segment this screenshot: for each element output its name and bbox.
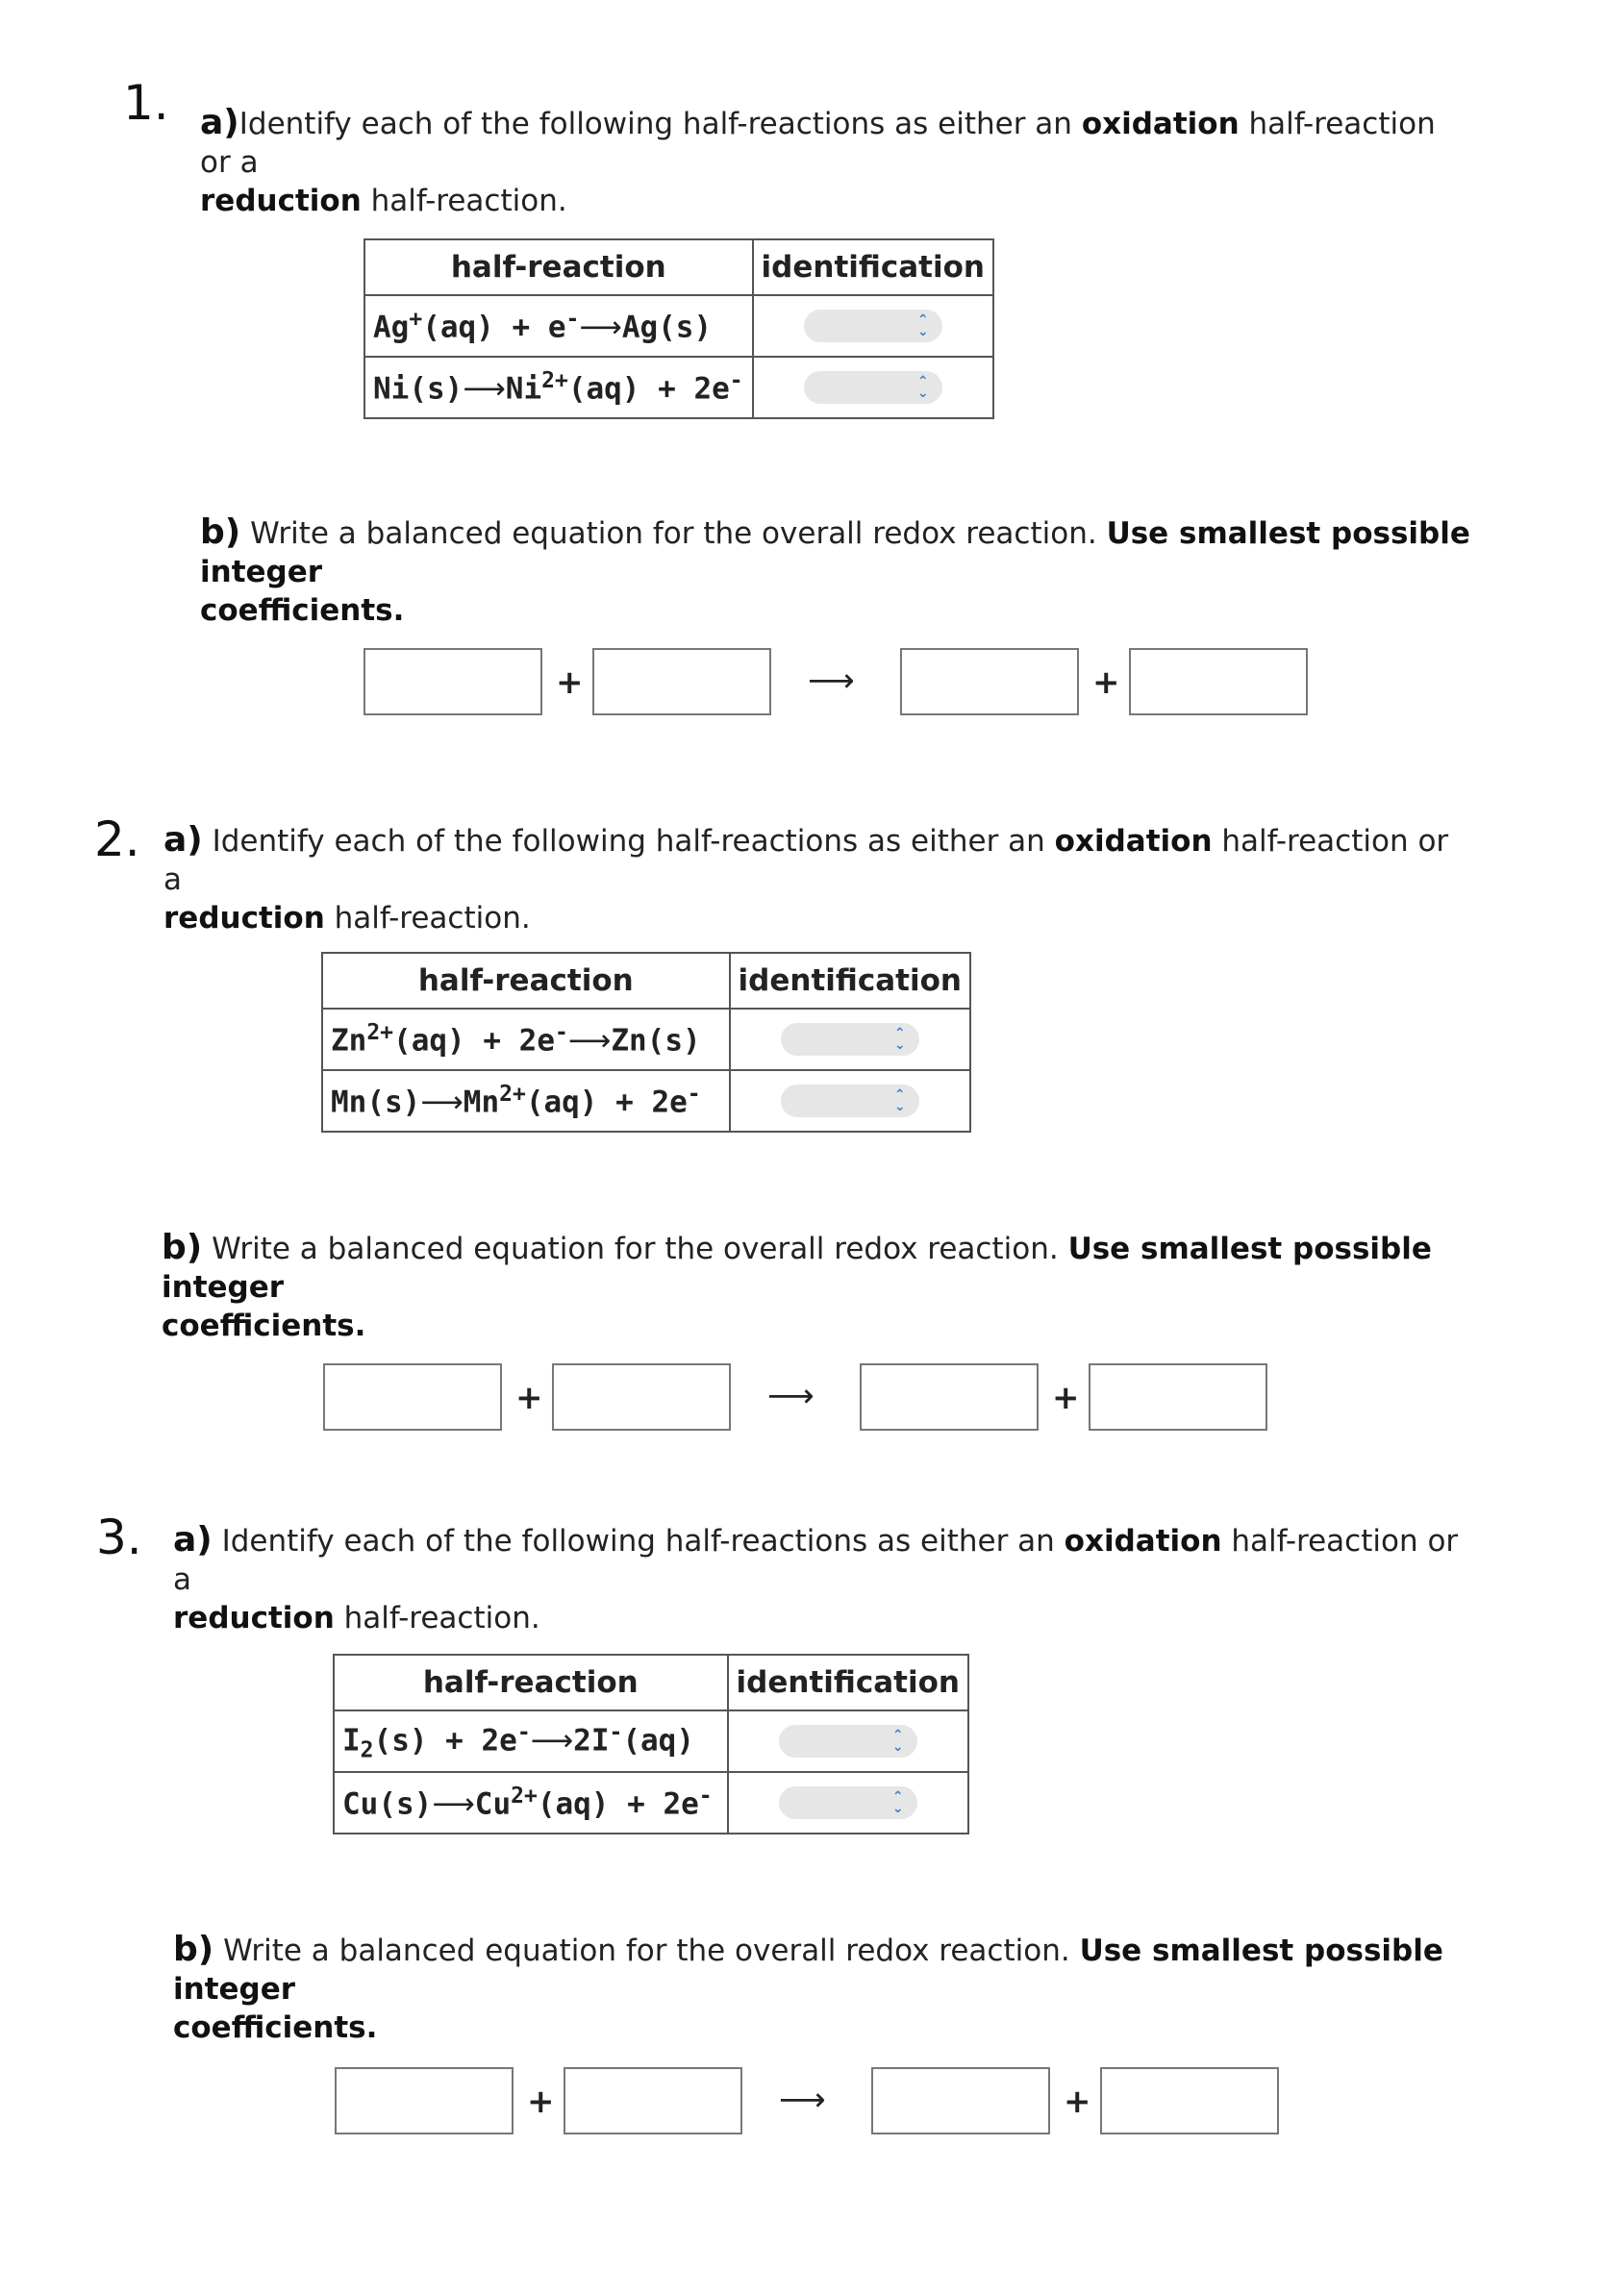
q2-product-2-input[interactable] — [1089, 1363, 1267, 1431]
species: I — [342, 1723, 361, 1759]
half-reaction-equation — [322, 1009, 730, 1070]
column-header-identification: identification — [753, 239, 993, 295]
reaction-arrow: ⟶ — [530, 1723, 574, 1759]
q1-part-a-letter: a) — [200, 103, 239, 142]
prompt-text: half-reaction or a — [163, 824, 1449, 897]
column-header-identification: identification — [728, 1655, 968, 1710]
plus-sign: + — [515, 1379, 543, 1417]
prompt-text: Write a balanced equation for the overall redox reaction. — [250, 516, 1107, 551]
prompt-text: half-reaction. — [324, 901, 531, 936]
table-row — [334, 1710, 968, 1772]
species: Cu(s) — [342, 1786, 433, 1822]
q3-half-reaction-table — [333, 1654, 969, 1834]
q3-part-b-prompt — [173, 1931, 1539, 2047]
q1-part-b-letter: b) — [200, 512, 241, 552]
reaction-arrow: ⟶ — [579, 310, 622, 345]
species: Mn — [463, 1085, 500, 1120]
prompt-text: Write a balanced equation for the overall redox reaction. — [212, 1232, 1068, 1266]
prompt-text: Write a balanced equation for the overall redox reaction. — [223, 1934, 1080, 1968]
charge: 2+ — [511, 1784, 538, 1809]
table-row — [364, 295, 993, 357]
plus-sign: + — [1092, 663, 1120, 702]
q1-product-2-input[interactable] — [1129, 648, 1308, 715]
identification-select[interactable] — [804, 310, 942, 342]
updown-chevron-icon: ⌃ ⌄ — [912, 314, 935, 337]
updown-chevron-icon: ⌃ ⌄ — [889, 1089, 912, 1112]
charge: 2+ — [541, 368, 568, 394]
q1-half-reaction-table — [363, 238, 994, 419]
prompt-text: half-reaction. — [361, 184, 567, 218]
reaction-arrow: ⟶ — [432, 1786, 475, 1822]
question-number-2: 2. — [94, 811, 140, 867]
plus-sign: + — [1064, 2083, 1091, 2121]
question-number-3: 3. — [96, 1510, 142, 1565]
plus-sign: + — [1052, 1379, 1080, 1417]
species: (aq) — [622, 1723, 694, 1759]
identification-select[interactable] — [781, 1023, 919, 1056]
species: Ag(s) — [621, 310, 713, 345]
table-row — [364, 357, 993, 418]
question-number-1: 1. — [123, 75, 169, 131]
species: (aq) + 2e — [393, 1023, 556, 1059]
q1-reactant-1-input[interactable] — [363, 648, 542, 715]
prompt-bold: Use smallest possible integer — [162, 1232, 1432, 1305]
q2-part-a-letter: a) — [163, 820, 203, 860]
q2-part-b-prompt — [162, 1229, 1527, 1345]
q3-product-2-input[interactable] — [1100, 2067, 1279, 2134]
column-header-half-reaction: half-reaction — [334, 1655, 728, 1710]
q3-reactant-2-input[interactable] — [564, 2067, 742, 2134]
species: Zn — [331, 1023, 367, 1059]
prompt-text: Identify each of the following half-reactions as either an — [221, 1524, 1065, 1559]
reaction-arrow: ⟶ — [463, 371, 506, 407]
charge: - — [555, 1020, 568, 1046]
identification-cell — [728, 1772, 968, 1834]
half-reaction-equation — [334, 1710, 728, 1772]
column-header-identification: identification — [730, 953, 970, 1009]
prompt-bold: reduction — [163, 901, 325, 936]
species: (s) + 2e — [373, 1723, 517, 1759]
identification-select[interactable] — [779, 1786, 917, 1819]
identification-select[interactable] — [779, 1725, 917, 1758]
table-row — [322, 1009, 970, 1070]
identification-cell — [728, 1710, 968, 1772]
species: (aq) + 2e — [525, 1085, 688, 1120]
q1-reactant-2-input[interactable] — [592, 648, 771, 715]
identification-cell — [730, 1009, 970, 1070]
species: (aq) + 2e — [537, 1786, 699, 1822]
identification-cell — [753, 295, 993, 357]
identification-cell — [730, 1070, 970, 1132]
reaction-arrow: ⟶ — [767, 1377, 815, 1415]
table-row — [334, 1772, 968, 1834]
q2-product-1-input[interactable] — [860, 1363, 1039, 1431]
q2-reactant-2-input[interactable] — [552, 1363, 731, 1431]
species: Ni — [505, 371, 542, 407]
species: (aq) + e — [422, 310, 566, 345]
prompt-bold: coefficients. — [162, 1309, 366, 1343]
species: Zn(s) — [611, 1023, 701, 1059]
prompt-bold: reduction — [173, 1601, 335, 1635]
prompt-bold: Use smallest possible integer — [173, 1934, 1443, 2007]
q3-reactant-1-input[interactable] — [335, 2067, 514, 2134]
q1-product-1-input[interactable] — [900, 648, 1079, 715]
half-reaction-equation — [322, 1070, 730, 1132]
identification-select[interactable] — [781, 1085, 919, 1117]
half-reaction-equation — [364, 357, 753, 418]
species: Ag — [373, 310, 410, 345]
prompt-bold: reduction — [200, 184, 362, 218]
column-header-half-reaction: half-reaction — [364, 239, 753, 295]
prompt-bold: coefficients. — [173, 2010, 378, 2045]
q3-part-a-prompt — [173, 1521, 1481, 1637]
prompt-text: Identify each of the following half-reactions as either an — [238, 107, 1082, 141]
prompt-bold: oxidation — [1081, 107, 1240, 141]
reaction-arrow: ⟶ — [420, 1085, 464, 1120]
charge: - — [687, 1082, 701, 1108]
reaction-arrow: ⟶ — [567, 1023, 612, 1059]
q3-product-1-input[interactable] — [871, 2067, 1050, 2134]
q3-part-b-letter: b) — [173, 1930, 214, 1969]
charge: 2+ — [366, 1020, 394, 1046]
subscript: 2 — [360, 1737, 374, 1763]
q2-reactant-1-input[interactable] — [323, 1363, 502, 1431]
charge: - — [729, 368, 743, 394]
prompt-text: half-reaction or a — [200, 107, 1436, 180]
q2-part-a-prompt — [163, 821, 1462, 937]
table-row — [322, 1070, 970, 1132]
prompt-text: Identify each of the following half-reactions as either an — [212, 824, 1055, 859]
charge: - — [698, 1784, 713, 1809]
updown-chevron-icon: ⌃ ⌄ — [887, 1730, 910, 1753]
identification-cell — [753, 357, 993, 418]
species: (aq) + 2e — [567, 371, 730, 407]
charge: - — [565, 307, 580, 333]
species: Mn(s) — [331, 1085, 421, 1120]
reaction-arrow: ⟶ — [779, 2081, 826, 2119]
reaction-arrow: ⟶ — [808, 661, 855, 700]
half-reaction-equation — [364, 295, 753, 357]
q2-part-b-letter: b) — [162, 1228, 203, 1267]
updown-chevron-icon: ⌃ ⌄ — [889, 1028, 912, 1051]
prompt-bold: oxidation — [1064, 1524, 1222, 1559]
identification-select[interactable] — [804, 371, 942, 404]
q3-part-a-letter: a) — [173, 1520, 213, 1560]
species: Cu — [474, 1786, 512, 1822]
prompt-bold: oxidation — [1054, 824, 1213, 859]
charge: - — [516, 1719, 531, 1745]
plus-sign: + — [527, 2083, 555, 2121]
q1-part-a-prompt — [200, 104, 1450, 220]
q2-half-reaction-table — [321, 952, 971, 1133]
q1-part-b-prompt — [200, 513, 1546, 630]
prompt-text: half-reaction. — [334, 1601, 540, 1635]
prompt-bold: Use smallest possible integer — [200, 516, 1470, 589]
updown-chevron-icon: ⌃ ⌄ — [912, 376, 935, 399]
species: 2I — [573, 1723, 610, 1759]
species: Ni(s) — [373, 371, 464, 407]
charge: + — [409, 307, 423, 333]
column-header-half-reaction: half-reaction — [322, 953, 730, 1009]
charge: 2+ — [499, 1082, 526, 1108]
charge: - — [609, 1719, 623, 1745]
plus-sign: + — [556, 663, 584, 702]
prompt-bold: coefficients. — [200, 593, 405, 628]
prompt-text: half-reaction or a — [173, 1524, 1459, 1597]
half-reaction-equation — [334, 1772, 728, 1834]
updown-chevron-icon: ⌃ ⌄ — [887, 1791, 910, 1814]
